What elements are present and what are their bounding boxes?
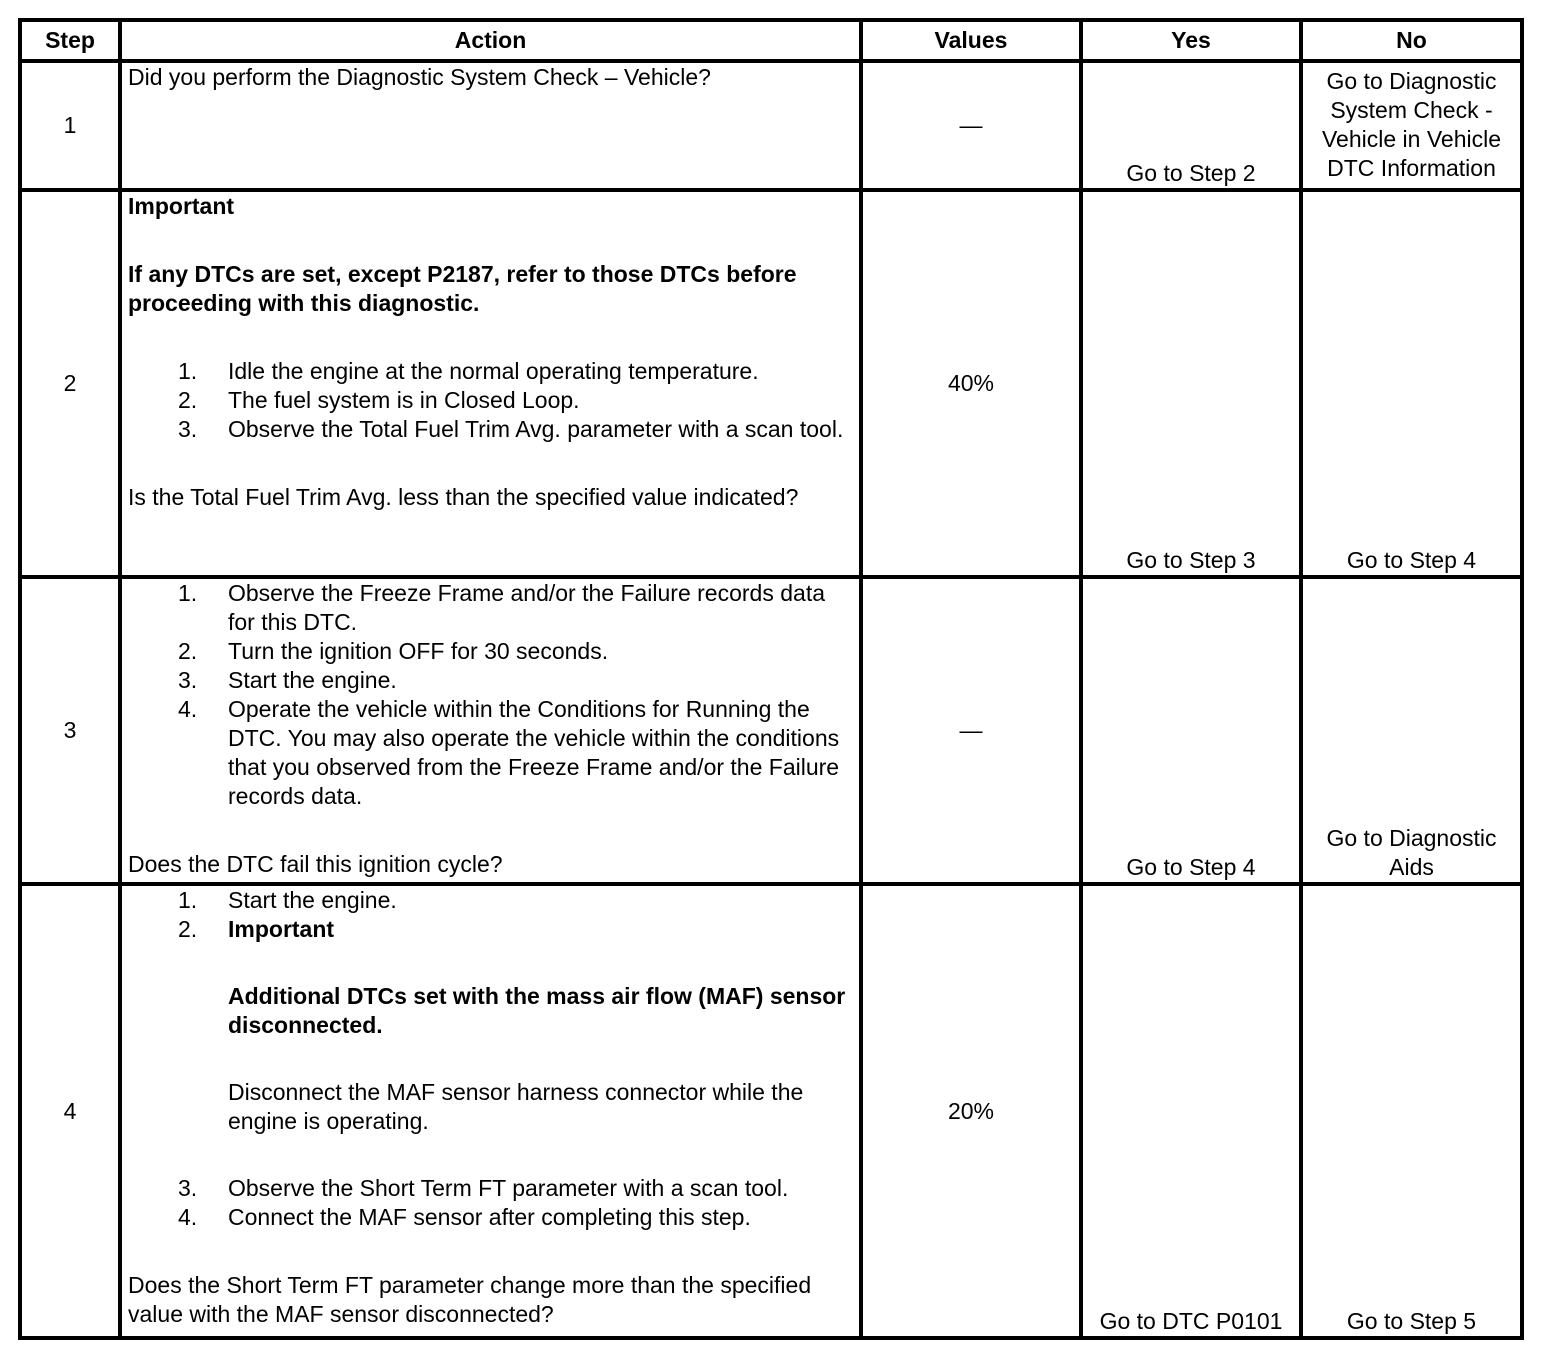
table-row-step-3: [20, 577, 1522, 884]
important-note: If any DTCs are set, except P2187, refer to those DTCs before proceeding with this diagnostic.: [128, 261, 797, 316]
action-cell: [120, 884, 861, 1338]
list-item: 1. Start the engine.: [178, 887, 397, 913]
list-item: 3. Start the engine.: [178, 667, 397, 693]
list-item: 2. Turn the ignition OFF for 30 seconds.: [178, 638, 609, 664]
header-action: Action: [120, 20, 861, 61]
list-item: 2. Important Additional DTCs set with the mass air flow (MAF) sensor disconnected. Disconnect the MAF sensor harness connector while the engine is operating.: [128, 915, 853, 1174]
list-item: 3. Observe the Short Term FT parameter with a scan tool.: [178, 1175, 789, 1201]
list-item: 3. Observe the Total Fuel Trim Avg. parameter with a scan tool.: [178, 416, 844, 442]
diagnostic-table: [18, 18, 1524, 1340]
action-question: Does the Short Term FT parameter change more than the specified value with the MAF sensor disconnected?: [128, 1272, 812, 1327]
step-number: 4: [20, 884, 120, 1338]
yes-link[interactable]: Go to Step 3: [1081, 190, 1301, 577]
header-step: Step: [20, 20, 120, 61]
yes-link[interactable]: Go to Step 2: [1081, 61, 1301, 190]
action-cell: [120, 577, 861, 884]
header-yes: Yes: [1081, 20, 1301, 61]
procedure-list: [128, 579, 853, 811]
table-row-step-2: [20, 190, 1522, 577]
action-cell: [120, 190, 861, 577]
header-no: No: [1301, 20, 1522, 61]
step-number: 2: [20, 190, 120, 577]
list-item: 1. Idle the engine at the normal operating temperature.: [178, 358, 759, 384]
list-item-text: Disconnect the MAF sensor harness connector while the engine is operating.: [228, 1079, 804, 1134]
procedure-list: [128, 886, 853, 1232]
value-cell: —: [861, 577, 1081, 884]
important-note: Additional DTCs set with the mass air flow (MAF) sensor disconnected.: [228, 983, 846, 1038]
no-link[interactable]: Go to Step 5: [1301, 884, 1522, 1338]
important-title: Important: [228, 916, 335, 942]
no-link[interactable]: Go to Diagnostic Aids: [1301, 577, 1522, 884]
table-row-step-4: [20, 884, 1522, 1338]
no-link[interactable]: Go to Step 4: [1301, 190, 1522, 577]
yes-link[interactable]: Go to DTC P0101: [1081, 884, 1301, 1338]
value-cell: 20%: [861, 884, 1081, 1338]
list-item: 4. Connect the MAF sensor after completing this step.: [178, 1204, 751, 1230]
list-item: 2. The fuel system is in Closed Loop.: [178, 387, 580, 413]
value-cell: 40%: [861, 190, 1081, 577]
yes-link[interactable]: Go to Step 4: [1081, 577, 1301, 884]
step-number: 1: [20, 61, 120, 190]
no-link[interactable]: Go to Diagnostic System Check - Vehicle in Vehicle DTC Information: [1301, 61, 1522, 190]
list-item: 4. Operate the vehicle within the Conditions for Running the DTC. You may also operate the vehicle within the conditions that you observed from the Freeze Frame and/or the Failure records data.: [178, 696, 840, 809]
action-question: Did you perform the Diagnostic System Check – Vehicle?: [128, 64, 711, 90]
table-row-step-1: [20, 61, 1522, 190]
procedure-list: [128, 357, 853, 444]
action-question: Does the DTC fail this ignition cycle?: [128, 851, 503, 877]
action-cell: [120, 61, 861, 190]
action-question: Is the Total Fuel Trim Avg. less than the specified value indicated?: [128, 484, 799, 510]
header-values: Values: [861, 20, 1081, 61]
step-number: 3: [20, 577, 120, 884]
important-title: Important: [128, 193, 235, 219]
header-row: [20, 20, 1522, 61]
value-cell: —: [861, 61, 1081, 190]
list-item: 1. Observe the Freeze Frame and/or the Failure records data for this DTC.: [178, 580, 826, 635]
